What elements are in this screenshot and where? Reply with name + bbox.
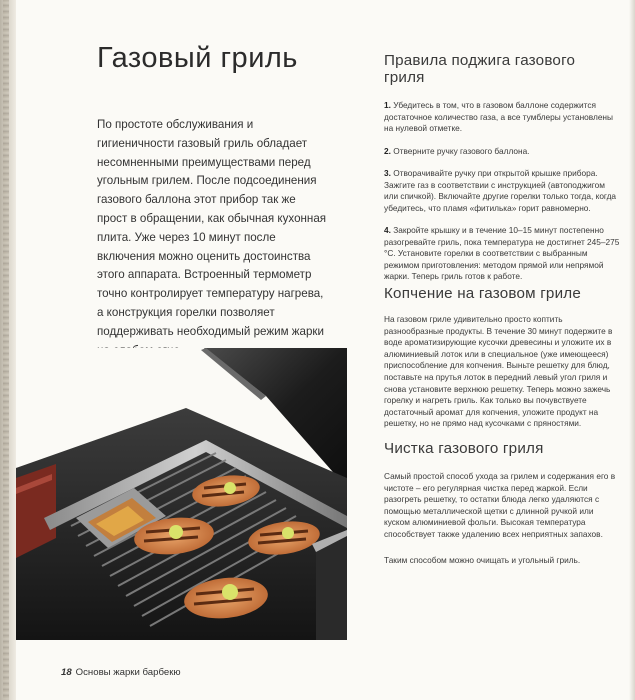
lighting-rules-section xyxy=(384,52,620,294)
intro-paragraph: По простоте обслуживания и гигиеничности газовый гриль обладает несомненными преимуществами перед угольным грилем. После подсоединения газового баллона этот прибор так же прост в обращении, как обычная кухонная плита. Уже через 10 минут после включения можно оценить достоинства этого аппарата. Встроенный термометр точно контролирует температуру нагрева, а конструкция горелки позволяет поддерживать необходимый режим жарки xyxy=(97,118,327,338)
page-binding-stripe xyxy=(3,0,9,700)
smoking-section xyxy=(384,285,620,430)
smoking-heading: Копчение на газовом гриле xyxy=(384,285,581,302)
footer-section-title: Основы жарки барбекю xyxy=(75,667,181,678)
list-item xyxy=(384,168,620,214)
page-right-edge xyxy=(629,0,635,700)
list-item xyxy=(384,146,620,158)
list-item-text: Отверните ручку газового баллона. xyxy=(393,145,530,156)
list-item-number: 4. xyxy=(384,225,391,235)
page-title: Газовый гриль xyxy=(97,42,298,74)
list-item-text: Убедитесь в том, что в газовом баллоне содержится достаточное количество газа, а все тумблеры установлены на нулевой отметке. xyxy=(384,100,613,133)
list-item xyxy=(384,100,620,135)
cleaning-paragraph: Самый простой способ ухода за грилем и содержания его в чистоте – его регулярная чистка перед жаркой. Если разогреть решетку, то остатки блюда легко удаляются с помощью металлической щетки с длинной ручкой или куском алюминиевой фольги. Высокая температура способствует также удалению всех неприятных запахов. xyxy=(384,471,616,539)
lighting-rules-heading: Правила поджига газового гриля xyxy=(384,52,576,86)
list-item xyxy=(384,225,620,283)
cleaning-section xyxy=(384,440,620,566)
list-item-number: 2. xyxy=(384,145,391,156)
list-item-text: Закройте крышку и в течение 10–15 минут постепенно разогревайте гриль, пока температура не достигнет 245–275 °С. Установите горелки в соответствии с выбранным режимом приготовления: методом прямой или непрямой жарки. Теперь гриль готов к работе. xyxy=(384,225,620,281)
page-footer xyxy=(61,667,181,678)
cleaning-note: Таким способом можно очищать и угольный гриль. xyxy=(384,554,581,565)
lighting-rules-list xyxy=(384,100,620,283)
page-number: 18 xyxy=(61,667,72,678)
gas-grill-photo xyxy=(16,348,347,640)
smoking-paragraph: На газовом гриле удивительно просто коптить разнообразные продукты. В течение 30 минут подержите в воде ароматизирующие кусочки древесины и уложите их в алюминиевый лоток или в специальное (уже имеющееся) приспособление для копчения. Выньте решетку для блюд, поставьте на прутья лоток в передний левый угол гриля и снова установите верхнюю решетку. Теперь можно зажечь горелку и нагреть гриль. Как только вы почувствуете достаточный аромат для копчения, уложите продукт на решетку, но не прямо над кусочками с пряностями. xyxy=(384,314,613,429)
list-item-text: Отворачивайте ручку при открытой крышке прибора. Зажгите газ в соответствии с инструкцией (автоподжигом или спичкой). Включайте другие горелки только тогда, когда убедитесь, что пламя «фитилька» горит равномерно. xyxy=(384,168,617,213)
list-item-number: 1. xyxy=(384,100,391,110)
cleaning-heading: Чистка газового гриля xyxy=(384,440,544,457)
list-item-number: 3. xyxy=(384,168,391,178)
